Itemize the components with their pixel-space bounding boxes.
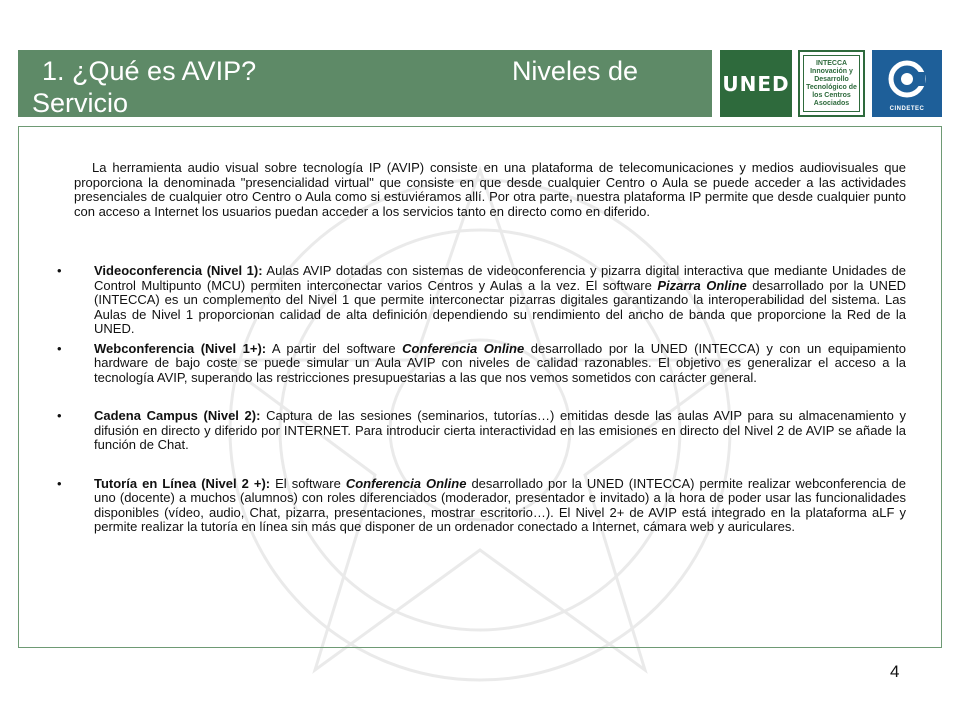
bullet-icon: • (57, 475, 62, 491)
item-text: Aulas AVIP dotadas con sistemas de videoconferencia y pizarra digital interactiva que mediante Unidades de Control Multipunto (MCU) permiten interconectar varios Centros y Aulas a la vez. El software (94, 263, 906, 293)
cindetec-logo (872, 50, 942, 117)
item-term: Webconferencia (Nivel 1+): (94, 340, 267, 356)
bullet-icon: • (57, 340, 62, 356)
intro-paragraph: La herramienta audio visual sobre tecnología IP (AVIP) consiste en una plataforma de telecomunicaciones y medios audiovisuales que proporciona la denominada "presencialidad virtual" que consiste en que desde cualquier Centro o Aula se puede acceder a las actividades presenciales de cualquier otro Centro o Aula como si estuviéramos allí. Por otra parte, nuestra plataforma IP permite que desde cualquier punto con acceso a Internet los usuarios puedan acceder a los servicios tanto en directo como en diferido. (74, 160, 906, 219)
list-item (57, 477, 906, 535)
list-item (57, 342, 906, 386)
slide-title (18, 50, 712, 117)
item-emphasis: Conferencia Online (402, 340, 525, 356)
cindetec-symbol-icon (872, 54, 942, 104)
item-text: A partir del software (266, 340, 403, 356)
title-part-2: Niveles de (511, 56, 638, 86)
intecca-logo (798, 50, 865, 117)
title-part-1: 1. ¿Qué es AVIP? (42, 56, 257, 86)
item-emphasis: Pizarra Online (657, 277, 747, 293)
logo-strip (720, 50, 942, 117)
item-term: Videoconferencia (Nivel 1): (94, 263, 263, 278)
item-text-cont: desarrollado por la UNED (INTECCA) es un complemento del Nivel 1 que permite interconectar pizarras digitales garantizando la interoperabilidad del sistema. Las Aulas de Nivel 1 proporcionan calidad de alta definición dependiendo su rendimiento del ancho de banda que proporcione la Red de la UNED. (94, 277, 907, 336)
item-text-cont: desarrollado por la UNED (INTECCA) y con un equipamiento hardware de bajo coste se puede simular un Aula AVIP con niveles de calidad razonables. El objetivo es generalizar el acceso a la tecnología AVIP, superando las restricciones presupuestarias a las que nos vemos sometidos con carácter general. (94, 340, 906, 385)
cindetec-logo-text: CINDETEC (889, 106, 925, 112)
list-item (57, 409, 906, 453)
title-line-2: Servicio (32, 88, 129, 118)
uned-logo-text: UNED (722, 71, 790, 96)
intecca-logo-text: INTECCA Innovación y Desarrollo Tecnológico de los Centros Asociados (803, 55, 860, 112)
item-text: Captura de las sesiones (seminarios, tutorías…) emitidas desde las aulas AVIP para su almacenamiento y difusión en directo y diferido por INTERNET. Para introducir cierta interactividad en las emisiones en directo del Nivel 2 de AVIP se añade la función de Chat. (94, 408, 906, 452)
uned-logo (720, 50, 792, 117)
bullet-icon: • (57, 263, 62, 278)
service-levels-list (57, 264, 906, 535)
item-emphasis: Conferencia Online (345, 475, 467, 491)
bullet-icon: • (57, 408, 62, 423)
item-term: Cadena Campus (Nivel 2): (94, 408, 261, 423)
item-text-cont: desarrollado por la UNED (INTECCA) permite realizar webconferencia de uno (docente) a muchos (alumnos) con roles diferenciados (moderador, presentador e invitado) a la hora de poder usar las funcionalidades disponibles (vídeo, audio, Chat, pizarra, presentaciones, mostrar escritorio…). El Nivel 2+ de AVIP está integrado en la plataforma aLF y permite realizar la tutoría en línea sin más que disponer de un ordenador conectado a Internet, cámara web y auriculares. (94, 475, 906, 534)
item-term: Tutoría en Línea (Nivel 2 +): (94, 475, 271, 491)
list-item (57, 264, 906, 337)
item-text: El software (270, 475, 346, 491)
page-number: 4 (890, 662, 900, 681)
